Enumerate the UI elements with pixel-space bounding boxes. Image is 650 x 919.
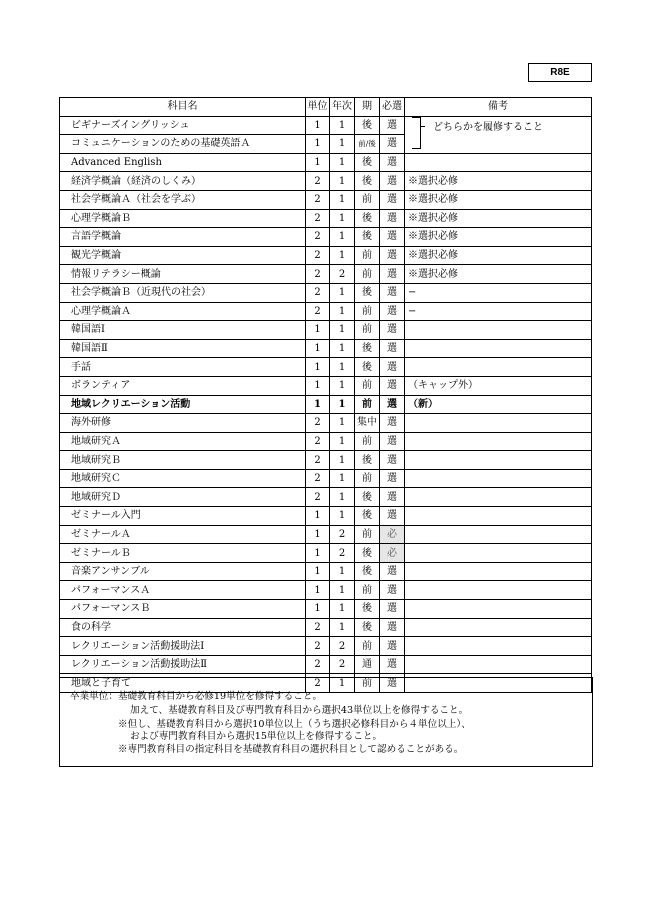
course-name: 地域研究Ｂ (60, 451, 306, 470)
course-name: 心理学概論Ｂ (60, 209, 306, 228)
table-row (60, 358, 592, 377)
course-term: 後 (355, 116, 380, 135)
brace-tick (420, 126, 425, 127)
course-credits: 2 (306, 190, 330, 209)
course-type: 選 (380, 172, 405, 191)
course-credits: 2 (306, 302, 330, 321)
course-year: 2 (330, 525, 355, 544)
course-name: コミュニケーションのための基礎英語Ａ (60, 135, 306, 154)
course-year: 1 (330, 172, 355, 191)
course-term: 集中 (355, 414, 380, 433)
course-term: 後 (355, 562, 380, 581)
table-row (60, 600, 592, 619)
table-row (60, 525, 592, 544)
course-type: 選 (380, 283, 405, 302)
course-note (405, 414, 592, 433)
course-credits: 1 (306, 395, 330, 414)
course-type: 選 (380, 302, 405, 321)
course-name: 言語学概論 (60, 228, 306, 247)
course-type: 選 (380, 488, 405, 507)
course-credits: 2 (306, 674, 330, 693)
header-term: 期 (355, 98, 380, 117)
course-credits: 1 (306, 321, 330, 340)
course-credits: 2 (306, 209, 330, 228)
course-type: 選 (380, 674, 405, 693)
table-row (60, 283, 592, 302)
course-type: 選 (380, 190, 405, 209)
header-remarks: 備考 (405, 98, 592, 117)
course-name: 手話 (60, 358, 306, 377)
table-row (60, 190, 592, 209)
course-name: 韓国語Ⅰ (60, 321, 306, 340)
course-credits: 2 (306, 451, 330, 470)
course-year: 1 (330, 674, 355, 693)
course-note: − (405, 283, 592, 302)
course-rows (60, 116, 592, 692)
course-name: 地域レクリエーション活動 (60, 395, 306, 414)
course-term: 後 (355, 228, 380, 247)
course-credits: 2 (306, 618, 330, 637)
table-row (60, 153, 592, 172)
course-note: − (405, 302, 592, 321)
course-term: 前 (355, 321, 380, 340)
course-name: レクリエーション活動援助法Ⅰ (60, 637, 306, 656)
course-credits: 2 (306, 172, 330, 191)
table-header-row (60, 98, 592, 117)
course-year: 1 (330, 376, 355, 395)
course-year: 1 (330, 600, 355, 619)
course-credits: 2 (306, 265, 330, 284)
course-type: 選 (380, 135, 405, 154)
course-note (405, 637, 592, 656)
course-name: 食の科学 (60, 618, 306, 637)
course-credits: 1 (306, 525, 330, 544)
footer-line-5: ※専門教育科目の指定科目を基礎教育科目の選択科目として認めることがある。 (118, 744, 464, 755)
course-credits: 1 (306, 135, 330, 154)
course-name: 地域研究Ｄ (60, 488, 306, 507)
course-year: 1 (330, 358, 355, 377)
brace-bracket (412, 117, 421, 149)
course-year: 1 (330, 321, 355, 340)
course-note (405, 562, 592, 581)
course-year: 1 (330, 507, 355, 526)
course-type: 選 (380, 265, 405, 284)
course-term: 前 (355, 637, 380, 656)
course-year: 2 (330, 544, 355, 563)
course-name: パフォーマンスＡ (60, 581, 306, 600)
course-name: 地域研究Ａ (60, 432, 306, 451)
course-name: 社会学概論Ｂ（近現代の社会） (60, 283, 306, 302)
footer-line-4: および専門教育科目から選択15単位以上を修得すること。 (130, 731, 383, 742)
course-term: 後 (355, 283, 380, 302)
course-note (405, 358, 592, 377)
course-name: レクリエーション活動援助法Ⅱ (60, 655, 306, 674)
table-row (60, 302, 592, 321)
course-type: 選 (380, 339, 405, 358)
course-note (405, 581, 592, 600)
table-row (60, 618, 592, 637)
course-note (405, 618, 592, 637)
table-row (60, 265, 592, 284)
table-row (60, 507, 592, 526)
course-credits: 1 (306, 376, 330, 395)
course-note (405, 135, 592, 154)
course-note: ※選択必修 (405, 172, 592, 191)
course-type: 選 (380, 246, 405, 265)
course-credits: 2 (306, 228, 330, 247)
course-term: 前 (355, 190, 380, 209)
header-credits: 単位 (306, 98, 330, 117)
course-year: 1 (330, 190, 355, 209)
table-row (60, 637, 592, 656)
footer-line-2: 加えて、基礎教育科目及び専門教育科目から選択43単位以上を修得すること。 (130, 705, 469, 716)
table-row (60, 451, 592, 470)
course-credits: 2 (306, 414, 330, 433)
course-year: 1 (330, 246, 355, 265)
table-row (60, 469, 592, 488)
course-note (405, 600, 592, 619)
course-name: ゼミナールＡ (60, 525, 306, 544)
course-note: ※選択必修 (405, 209, 592, 228)
course-year: 1 (330, 451, 355, 470)
course-note: ※選択必修 (405, 190, 592, 209)
course-name: パフォーマンスＢ (60, 600, 306, 619)
table-row (60, 544, 592, 563)
header-subject: 科目名 (60, 98, 306, 117)
course-credits: 2 (306, 637, 330, 656)
graduation-requirements-box (59, 677, 593, 767)
course-name: 社会学概論Ａ（社会を学ぶ） (60, 190, 306, 209)
course-name: 経済学概論（経済のしくみ） (60, 172, 306, 191)
course-note: ※選択必修 (405, 265, 592, 284)
course-type: 選 (380, 376, 405, 395)
course-name: ボランティア (60, 376, 306, 395)
course-type: 選 (380, 414, 405, 433)
course-term: 後 (355, 451, 380, 470)
course-name: 音楽アンサンブル (60, 562, 306, 581)
header-type: 必選 (380, 98, 405, 117)
course-credits: 1 (306, 544, 330, 563)
course-name: 地域研究Ｃ (60, 469, 306, 488)
course-credits: 1 (306, 358, 330, 377)
footer-line-1: 卒業単位：基礎教育科目から必修19単位を修得すること。 (70, 691, 323, 702)
course-year: 1 (330, 581, 355, 600)
course-term: 前 (355, 302, 380, 321)
course-note (405, 432, 592, 451)
course-type: 選 (380, 321, 405, 340)
course-name: ゼミナール入門 (60, 507, 306, 526)
course-credits: 1 (306, 507, 330, 526)
course-year: 1 (330, 283, 355, 302)
course-note (405, 488, 592, 507)
course-term: 前 (355, 432, 380, 451)
course-year: 1 (330, 116, 355, 135)
course-type: 選 (380, 637, 405, 656)
course-term: 後 (355, 209, 380, 228)
table-row (60, 228, 592, 247)
course-year: 1 (330, 228, 355, 247)
course-credits: 2 (306, 655, 330, 674)
course-type: 選 (380, 153, 405, 172)
course-type: 選 (380, 562, 405, 581)
table-row (60, 562, 592, 581)
course-term: 後 (355, 172, 380, 191)
course-term: 後 (355, 339, 380, 358)
course-name: 海外研修 (60, 414, 306, 433)
course-credits: 2 (306, 488, 330, 507)
course-type: 選 (380, 655, 405, 674)
course-note: （キャップ外） (405, 376, 592, 395)
course-year: 1 (330, 618, 355, 637)
course-note (405, 451, 592, 470)
table-row (60, 321, 592, 340)
course-note (405, 507, 592, 526)
course-note: ※選択必修 (405, 246, 592, 265)
course-name: 観光学概論 (60, 246, 306, 265)
course-note (405, 655, 592, 674)
course-term: 後 (355, 544, 380, 563)
course-type: 選 (380, 451, 405, 470)
course-name: 心理学概論Ａ (60, 302, 306, 321)
course-note (405, 544, 592, 563)
course-type: 必 (380, 544, 405, 563)
course-type: 選 (380, 209, 405, 228)
course-year: 1 (330, 153, 355, 172)
table-row (60, 432, 592, 451)
course-name: ビギナーズイングリッシュ (60, 116, 306, 135)
course-year: 2 (330, 637, 355, 656)
table-row (60, 581, 592, 600)
course-credits: 2 (306, 469, 330, 488)
course-credits: 1 (306, 339, 330, 358)
course-term: 前 (355, 674, 380, 693)
course-term: 前 (355, 265, 380, 284)
course-note: （新） (405, 395, 592, 414)
table-row (60, 488, 592, 507)
course-term: 後 (355, 358, 380, 377)
table-row (60, 395, 592, 414)
course-term: 後 (355, 507, 380, 526)
course-credits: 2 (306, 283, 330, 302)
course-type: 選 (380, 358, 405, 377)
course-year: 1 (330, 488, 355, 507)
course-term: 後 (355, 488, 380, 507)
course-term: 前 (355, 376, 380, 395)
course-term: 前/後 (355, 135, 380, 154)
course-note (405, 525, 592, 544)
course-term: 前 (355, 469, 380, 488)
course-note (405, 339, 592, 358)
course-year: 1 (330, 209, 355, 228)
table-row (60, 172, 592, 191)
course-term: 通 (355, 655, 380, 674)
course-term: 前 (355, 581, 380, 600)
course-year: 1 (330, 302, 355, 321)
brace-note: どちらかを履修すること (433, 122, 543, 133)
course-type: 選 (380, 618, 405, 637)
course-note (405, 321, 592, 340)
table-row (60, 339, 592, 358)
course-credits: 1 (306, 600, 330, 619)
table-row (60, 376, 592, 395)
course-year: 1 (330, 135, 355, 154)
course-year: 1 (330, 339, 355, 358)
course-year: 1 (330, 395, 355, 414)
course-name: 情報リテラシー概論 (60, 265, 306, 284)
course-note: ※選択必修 (405, 228, 592, 247)
course-name: 地域と子育て (60, 674, 306, 693)
header-year: 年次 (330, 98, 355, 117)
course-credits: 1 (306, 562, 330, 581)
table-row (60, 135, 592, 154)
course-credits: 1 (306, 153, 330, 172)
course-year: 1 (330, 414, 355, 433)
course-type: 選 (380, 581, 405, 600)
course-type: 選 (380, 600, 405, 619)
course-term: 前 (355, 395, 380, 414)
course-term: 後 (355, 600, 380, 619)
table-row (60, 246, 592, 265)
course-term: 前 (355, 246, 380, 265)
course-type: 必 (380, 525, 405, 544)
course-type: 選 (380, 228, 405, 247)
course-term: 後 (355, 153, 380, 172)
course-year: 1 (330, 432, 355, 451)
course-type: 選 (380, 507, 405, 526)
course-credits: 1 (306, 116, 330, 135)
course-table (59, 97, 592, 693)
course-type: 選 (380, 116, 405, 135)
course-credits: 1 (306, 581, 330, 600)
table-row (60, 414, 592, 433)
course-year: 1 (330, 469, 355, 488)
course-year: 2 (330, 655, 355, 674)
course-note (405, 469, 592, 488)
course-note (405, 153, 592, 172)
course-type: 選 (380, 395, 405, 414)
document-code: R8E (528, 63, 592, 82)
course-name: 韓国語Ⅱ (60, 339, 306, 358)
table-row (60, 209, 592, 228)
course-type: 選 (380, 432, 405, 451)
course-name: ゼミナールＢ (60, 544, 306, 563)
course-term: 前 (355, 525, 380, 544)
table-row (60, 655, 592, 674)
course-name: Advanced English (60, 153, 306, 172)
footer-line-3: ※但し、基礎教育科目から選択10単位以上（うち選択必修科目から４単位以上）、 (118, 719, 471, 730)
course-year: 1 (330, 562, 355, 581)
course-type: 選 (380, 469, 405, 488)
course-year: 2 (330, 265, 355, 284)
course-credits: 2 (306, 246, 330, 265)
course-term: 後 (355, 618, 380, 637)
course-credits: 2 (306, 432, 330, 451)
